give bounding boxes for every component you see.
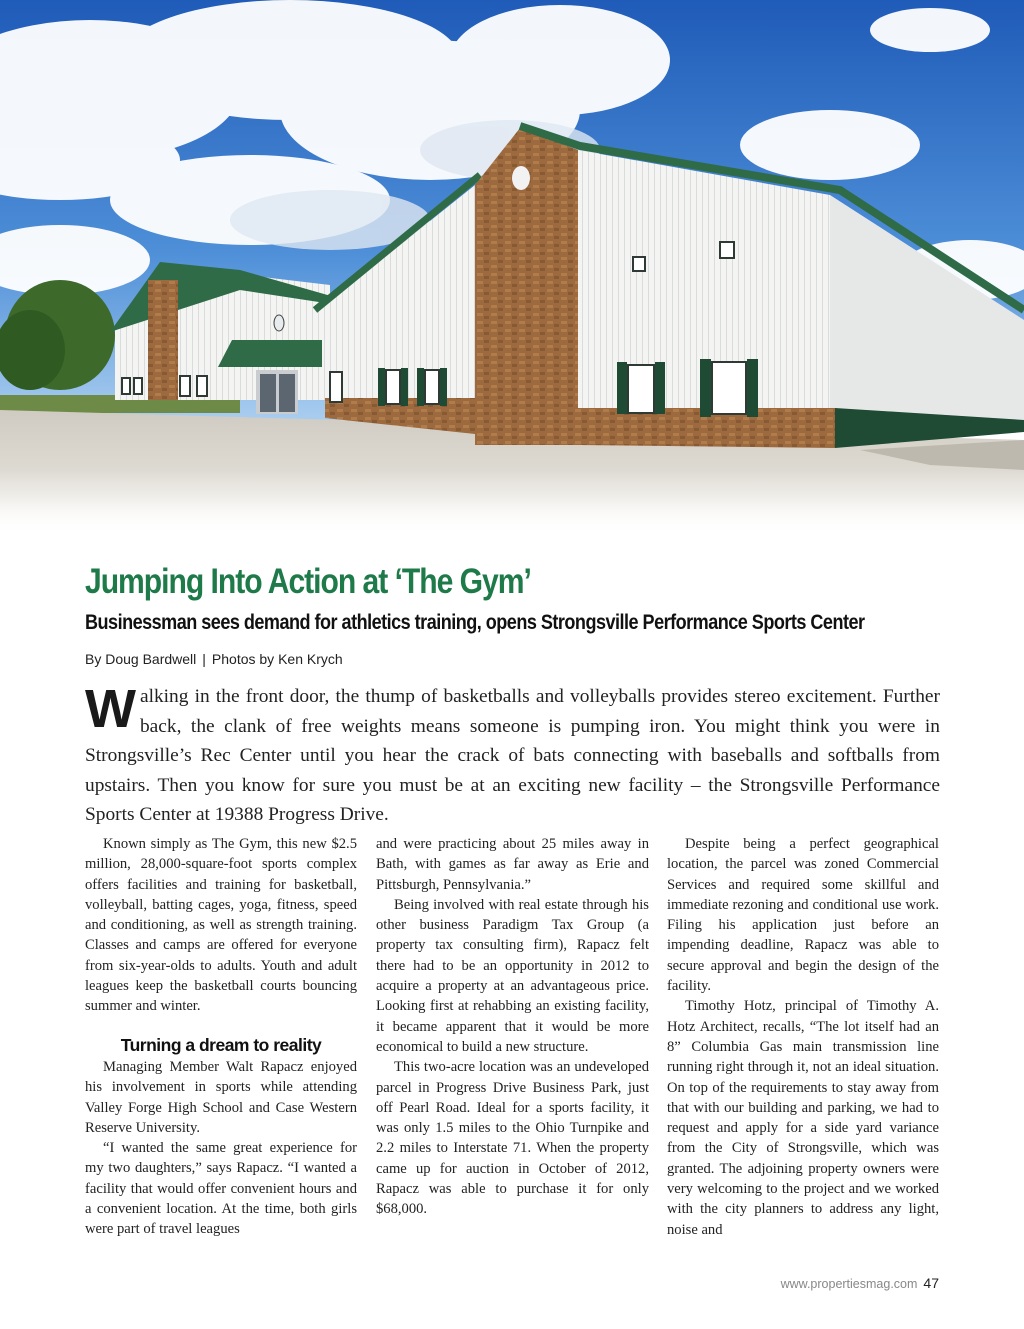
byline <box>85 651 343 667</box>
footer-website: www.propertiesmag.com <box>780 1277 918 1291</box>
drop-cap: W <box>85 679 136 739</box>
byline-author: By Doug Bardwell <box>85 651 197 667</box>
section-subhead: Turning a dream to reality <box>120 1034 322 1055</box>
column-2 <box>376 834 649 1220</box>
body-paragraph: Despite being a perfect geographical location, the parcel was zoned Commercial Services and required some skillful and immediate rezoning and conditional use work. Filing his application just before an impending deadline, Rapacz was able to secure approval and begin the design of the facility. <box>667 836 939 995</box>
hero-photo <box>0 0 1024 535</box>
lead-paragraph <box>85 679 940 830</box>
body-paragraph: Timothy Hotz, principal of Timothy A. Hotz Architect, recalls, “The lot itself had an 8” Columbia Gas main transmission line running right through it, not an ideal situation. On top of the requirements to stay away from that with our building and parking, we had to request and apply for a side yard variance from the City of Strongsville, which was granted. The adjoining property owners were very welcoming to the project and we worked with the city planners to address any light, noise and <box>667 998 939 1238</box>
column-3 <box>667 834 939 1240</box>
page-footer <box>781 1275 939 1291</box>
column-1 <box>85 834 357 1240</box>
byline-photos: Photos by Ken Krych <box>211 651 343 667</box>
body-paragraph: and were practicing about 25 miles away in Bath, with games as far away as Erie and Pittsburgh, Pennsylvania.” <box>376 836 649 893</box>
page-number: 47 <box>923 1275 939 1291</box>
lead-text: alking in the front door, the thump of basketballs and volleyballs provides stereo excitement. Further back, the clank of free weights means someone is pumping iron. You might think you were in Strongsville’s Rec Center until you hear the crack of bats connecting with baseballs and softballs from upstairs. Then you know for sure you must be at an exciting new facility – the Strongsville Performance Sports Center at 19388 Progress Drive. <box>85 686 940 825</box>
body-paragraph: This two-acre location was an undeveloped parcel in Progress Drive Business Park, just off Pearl Road. Ideal for a sports facility, it was only 1.5 miles to the Ohio Turnpike and 2.2 miles to Interstate 71. When the property came up for auction in October of 2012, Rapacz was able to purchase it for only $68,000. <box>376 1059 649 1218</box>
byline-separator: | <box>202 651 206 667</box>
body-paragraph: Known simply as The Gym, this new $2.5 million, 28,000-square-foot sports complex offers facilities and training for basketball, volleyball, batting cages, yoga, fitness, speed and conditioning, as well as strength training. Classes and camps are offered for everyone from six-year-olds to adults. Youth and adult leagues keep the basketball courts bouncing summer and winter. <box>85 836 357 1015</box>
article-subtitle: Businessman sees demand for athletics training, opens Strongsville Performance Sports Center <box>85 611 865 634</box>
body-paragraph: Being involved with real estate through his other business Paradigm Tax Group (a property tax consulting firm), Rapacz felt there had to be an opportunity in 2012 to acquire a property at an advantageous price. Looking first at rehabbing an existing facility, it became apparent that it would be more economical to build a new structure. <box>376 896 649 1055</box>
article-title: Jumping Into Action at ‘The Gym’ <box>85 562 531 601</box>
body-paragraph: Managing Member Walt Rapacz enjoyed his involvement in sports while attending Valley Forge High School and Case Western Reserve University. <box>85 1058 357 1136</box>
body-paragraph: “I wanted the same great experience for my two daughters,” says Rapacz. “I wanted a facility that would offer convenient hours and a convenient location. At the time, both girls were part of travel leagues <box>85 1140 357 1238</box>
